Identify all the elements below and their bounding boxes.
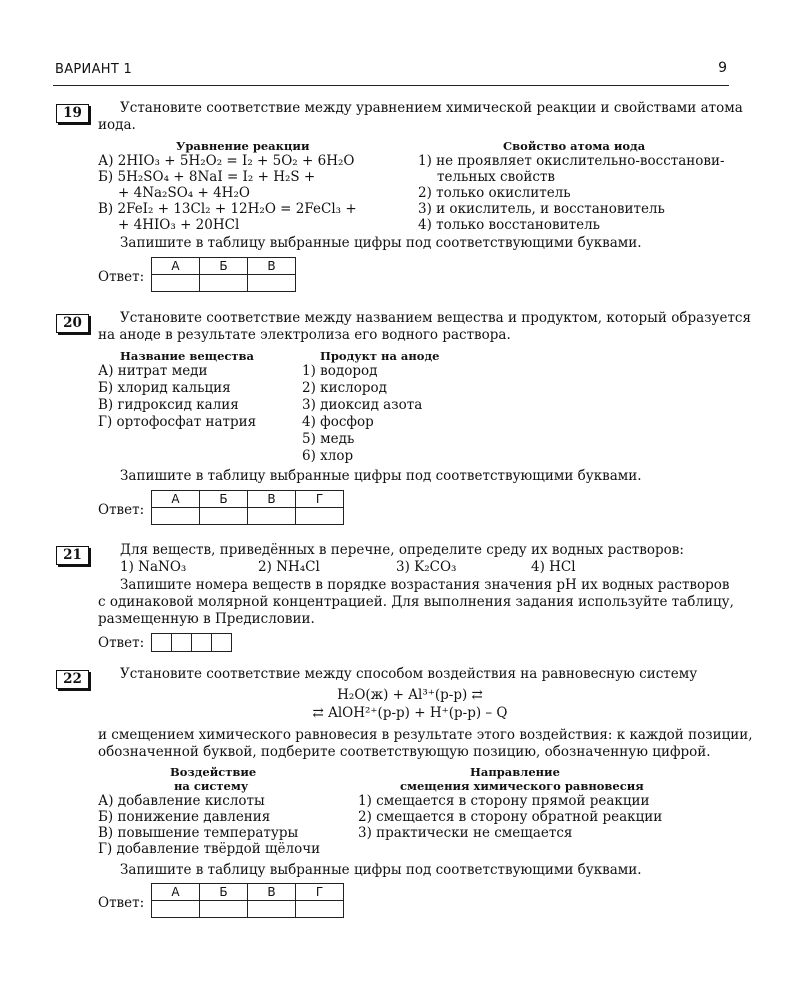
task-19-option-b: Б) 5H₂SO₄ + 8NaI = I₂ + H₂S + (98, 169, 316, 185)
task-21-answer-cell[interactable] (191, 633, 212, 652)
task-20-answer-cell[interactable] (296, 508, 344, 525)
task-20-option-a: А) нитрат меди (98, 363, 208, 379)
task-22-letter-b: Б (200, 884, 248, 901)
task-19-answer-label: Ответ: (98, 269, 145, 285)
task-20-product-6: 6) хлор (302, 448, 354, 464)
task-20-product-3: 3) диоксид азота (302, 397, 423, 413)
task-20-letter-d: Г (296, 491, 344, 508)
task-22-shift-1: 1) смещается в сторону прямой реакции (358, 793, 650, 809)
task-20-instruction: Запишите в таблицу выбранные цифры под соответствующими буквами. (120, 468, 642, 484)
task-22-col2-header-line1: Направление (470, 765, 560, 779)
task-22-answer-cell[interactable] (248, 901, 296, 918)
task-19-number: 19 (56, 104, 89, 123)
task-19-property-3: 3) и окислитель, и восстановитель (418, 201, 665, 217)
equation-line-1: H₂O(ж) + Al³⁺(р-р) ⇄ (337, 687, 483, 703)
task-19-col2-header: Свойство атома иода (503, 139, 646, 153)
task-22-letter-a: А (152, 884, 200, 901)
task-22-answer-cell[interactable] (200, 901, 248, 918)
variant-label: ВАРИАНТ 1 (55, 62, 133, 77)
task-22-letter-d: Г (296, 884, 344, 901)
task-21-answer-label: Ответ: (98, 635, 145, 651)
task-21-substance-1: 1) NaNO₃ (120, 559, 187, 575)
task-19-col1-header: Уравнение реакции (176, 139, 310, 153)
task-19-answer-cell[interactable] (152, 275, 200, 292)
task-20-answer-label: Ответ: (98, 502, 145, 518)
task-22-shift-2: 2) смещается в сторону обратной реакции (358, 809, 663, 825)
task-22-letter-c: В (248, 884, 296, 901)
task-19-prompt-line2: иода. (98, 117, 136, 133)
task-19-property-2: 2) только окислитель (418, 185, 571, 201)
task-22-answer-table (151, 883, 344, 918)
task-21-answer-cell[interactable] (151, 633, 172, 652)
task-21-number: 21 (56, 546, 89, 565)
task-19-property-1: 1) не проявляет окислительно-восстанови- (418, 153, 725, 169)
task-19-answer-cell[interactable] (200, 275, 248, 292)
task-20-product-2: 2) кислород (302, 380, 387, 396)
task-22-instruction: Запишите в таблицу выбранные цифры под соответствующими буквами. (120, 862, 642, 878)
task-20-option-c: В) гидроксид калия (98, 397, 239, 413)
task-20-product-4: 4) фосфор (302, 414, 374, 430)
task-20-option-d: Г) ортофосфат натрия (98, 414, 257, 430)
task-19-instruction: Запишите в таблицу выбранные цифры под соответствующими буквами. (120, 235, 642, 251)
task-20-answer-cell[interactable] (200, 508, 248, 525)
task-20-letter-c: В (248, 491, 296, 508)
task-22-answer-cell[interactable] (296, 901, 344, 918)
task-22-answer-cell[interactable] (152, 901, 200, 918)
task-22-prompt: Установите соответствие между способом воздействия на равновесную систему (120, 666, 698, 682)
task-22-text-line2: обозначенной буквой, подберите соответствующую позицию, обозначенную цифрой. (98, 744, 711, 760)
task-21-substance-3: 3) K₂CO₃ (396, 559, 457, 575)
task-19-answer-cell[interactable] (248, 275, 296, 292)
task-22-col1-header-line1: Воздействие (170, 765, 257, 779)
task-20-col1-header: Название вещества (120, 349, 255, 363)
task-22-text-line1: и смещением химического равновесия в результате этого воздействия: к каждой позиции, (98, 727, 753, 743)
task-19-answer-table (151, 257, 296, 292)
task-19-letter-b: Б (200, 258, 248, 275)
task-22-shift-3: 3) практически не смещается (358, 825, 573, 841)
task-22-number: 22 (56, 670, 89, 689)
task-22-answer-label: Ответ: (98, 895, 145, 911)
task-19-option-b-cont: + 4Na₂SO₄ + 4H₂O (118, 185, 250, 201)
task-20-answer-cell[interactable] (248, 508, 296, 525)
task-22-option-a: А) добавление кислоты (98, 793, 265, 809)
task-21-instruction-line2: с одинаковой молярной концентрацией. Для выполнения задания используйте таблицу, (98, 594, 734, 610)
task-20-prompt-line1: Установите соответствие между названием вещества и продуктом, который образуется (120, 310, 751, 326)
task-20-product-1: 1) водород (302, 363, 378, 379)
task-19-prompt-line1: Установите соответствие между уравнением химической реакции и свойствами атома (120, 100, 743, 116)
task-20-answer-cell[interactable] (152, 508, 200, 525)
task-20-prompt-line2: на аноде в результате электролиза его водного раствора. (98, 327, 511, 343)
task-20-letter-a: А (152, 491, 200, 508)
task-21-prompt: Для веществ, приведённых в перечне, определите среду их водных растворов: (120, 542, 684, 558)
equation-line-2: ⇄ AlOH²⁺(р-р) + H⁺(р-р) – Q (312, 705, 508, 721)
task-22-col2-header-line2: смещения химического равновесия (400, 779, 644, 793)
task-22-option-b: Б) понижение давления (98, 809, 271, 825)
task-19-option-a: А) 2HIO₃ + 5H₂O₂ = I₂ + 5O₂ + 6H₂O (98, 153, 355, 169)
task-22-col1-header-line2: на систему (174, 779, 249, 793)
task-19-letter-c: В (248, 258, 296, 275)
task-20-col2-header: Продукт на аноде (320, 349, 440, 363)
task-22-option-d: Г) добавление твёрдой щёлочи (98, 841, 321, 857)
task-19-letter-a: А (152, 258, 200, 275)
page-number: 9 (718, 60, 727, 76)
task-21-answer-cell[interactable] (171, 633, 192, 652)
task-19-property-1-cont: тельных свойств (437, 169, 555, 185)
task-21-answer-cells (151, 633, 231, 652)
header-divider (53, 85, 729, 86)
task-20-product-5: 5) медь (302, 431, 355, 447)
task-22-option-c: В) повышение температуры (98, 825, 299, 841)
task-19-property-4: 4) только восстановитель (418, 217, 600, 233)
task-21-answer-cell[interactable] (211, 633, 232, 652)
task-21-instruction-line1: Запишите номера веществ в порядке возрастания значения pH их водных растворов (120, 577, 730, 593)
task-21-substance-2: 2) NH₄Cl (258, 559, 320, 575)
task-20-option-b: Б) хлорид кальция (98, 380, 231, 396)
task-20-answer-table (151, 490, 344, 525)
page-header (53, 62, 729, 82)
task-21-instruction-line3: размещенную в Предисловии. (98, 611, 315, 627)
task-19-option-c-cont: + 4HIO₃ + 20HCl (118, 217, 240, 233)
task-19-option-c: В) 2FeI₂ + 13Cl₂ + 12H₂O = 2FeCl₃ + (98, 201, 357, 217)
task-20-letter-b: Б (200, 491, 248, 508)
task-20-number: 20 (56, 314, 89, 333)
task-21-substance-4: 4) HCl (531, 559, 576, 575)
